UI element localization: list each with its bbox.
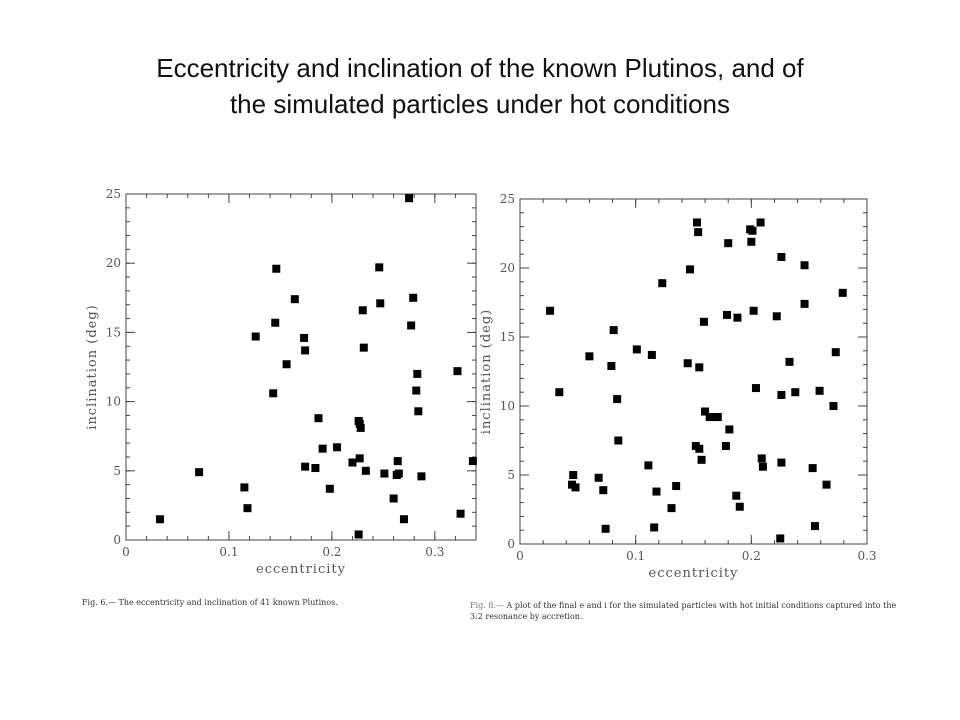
chart-1-data-point (585, 352, 593, 360)
chart-1-data-point (791, 388, 799, 396)
chart-0-data-point (380, 470, 388, 478)
chart-1-data-point (722, 442, 730, 450)
chart-0-x-tick-label: 0.2 (322, 545, 342, 559)
chart-1-data-point (776, 534, 784, 542)
chart-1-x-axis-label: eccentricity (648, 566, 739, 581)
chart-1-data-point (572, 483, 580, 491)
chart-1-data-point (694, 228, 702, 236)
chart-1-data-point (736, 503, 744, 511)
chart-0-data-point (291, 295, 299, 303)
chart-0-data-point (390, 494, 398, 502)
chart-1-data-point (777, 459, 785, 467)
chart-1-data-point (695, 363, 703, 371)
chart-1-data-point (732, 492, 740, 500)
chart-0-data-point (326, 485, 334, 493)
chart-1-data-point (546, 307, 554, 315)
chart-1-data-point (811, 522, 819, 530)
figure-caption-text-right: A plot of the final e and i for the simulated particles with hot initial conditions captured into the 3:2 resonance by accretion. (470, 601, 897, 621)
chart-1-data-point (658, 279, 666, 287)
chart-0-data-point (360, 344, 368, 352)
chart-0-data-point (407, 321, 415, 329)
chart-1-data-point (733, 314, 741, 322)
chart-0-data-point (272, 265, 280, 273)
chart-0-data-point (409, 294, 417, 302)
chart-1-data-point (809, 464, 817, 472)
chart-1-y-tick-label: 20 (499, 261, 515, 275)
chart-0-data-point (413, 370, 421, 378)
chart-1-data-point (599, 486, 607, 494)
chart-1-data-point (725, 425, 733, 433)
chart-1-data-point (758, 454, 766, 462)
chart-1-y-tick-label: 15 (499, 330, 515, 344)
chart-1-data-point (839, 289, 847, 297)
chart-0-data-point (269, 389, 277, 397)
chart-1-x-tick-label: 0 (516, 549, 524, 563)
chart-1-data-point (757, 218, 765, 226)
chart-1-data-point (786, 358, 794, 366)
chart-0-data-point (375, 263, 383, 271)
chart-1-data-point (777, 253, 785, 261)
chart-1-data-point (773, 312, 781, 320)
chart-1-data-point (723, 311, 731, 319)
chart-1-data-point (555, 388, 563, 396)
chart-1-y-tick-label: 5 (507, 468, 515, 482)
chart-1-y-axis-label: inclination (deg) (479, 308, 494, 435)
chart-1-data-point (650, 523, 658, 531)
chart-0-y-tick-label: 25 (105, 187, 121, 201)
chart-0-data-point (311, 464, 319, 472)
scatter-plot-known-plutinos (78, 182, 480, 582)
chart-0-y-tick-label: 10 (105, 394, 121, 409)
chart-1-data-point (801, 261, 809, 269)
chart-1-y-tick-label: 10 (499, 399, 515, 413)
figure-label-left: Fig. 6.— (82, 598, 116, 607)
chart-0-x-tick-label: 0.3 (425, 545, 445, 559)
chart-0-data-point (412, 387, 420, 395)
chart-0-y-tick-label: 5 (113, 463, 121, 478)
chart-0-data-point (243, 504, 251, 512)
chart-0-data-point (417, 472, 425, 480)
chart-1-data-point (644, 461, 652, 469)
chart-1-x-tick-label: 0.2 (741, 549, 761, 563)
chart-0-data-point (359, 306, 367, 314)
chart-1-data-point (829, 402, 837, 410)
figure-caption-text-left: The eccentricity and inclination of 41 known Plutinos. (118, 598, 338, 607)
chart-0-data-point (301, 463, 309, 471)
chart-0-data-point (355, 530, 363, 538)
chart-0-data-point (469, 457, 477, 465)
chart-0-data-point (348, 458, 356, 466)
chart-0-data-point (394, 457, 402, 465)
chart-1-data-point (698, 456, 706, 464)
chart-0-data-point (252, 333, 260, 341)
chart-1-data-point (613, 395, 621, 403)
chart-0-y-tick-label: 20 (105, 256, 121, 271)
chart-1-y-tick-label: 25 (499, 192, 515, 206)
chart-1-data-point (614, 437, 622, 445)
chart-0-x-tick-label: 0 (122, 545, 130, 559)
chart-0-data-point (414, 407, 422, 415)
chart-1-data-point (595, 474, 603, 482)
chart-1-data-point (816, 387, 824, 395)
chart-0-x-axis-label: eccentricity (256, 562, 346, 577)
chart-0-data-point (240, 483, 248, 491)
chart-0-data-point (156, 515, 164, 523)
chart-0-data-point (453, 367, 461, 375)
chart-0-data-point (271, 319, 279, 327)
slide-title (0, 50, 960, 122)
figure-caption-right (470, 600, 900, 622)
chart-1-data-point (777, 391, 785, 399)
chart-0-y-tick-label: 0 (113, 533, 121, 547)
chart-0-data-point (195, 468, 203, 476)
chart-1-data-point (684, 359, 692, 367)
chart-1-data-point (759, 463, 767, 471)
chart-0-data-point (333, 443, 341, 451)
chart-0-data-point (400, 515, 408, 523)
chart-1-plot-frame (520, 199, 867, 544)
chart-1-data-point (748, 227, 756, 235)
chart-1-data-point (569, 471, 577, 479)
chart-1-x-tick-label: 0.3 (857, 549, 877, 563)
chart-0-data-point (357, 424, 365, 432)
chart-0-y-axis-label: inclination (deg) (85, 304, 100, 430)
chart-0-data-point (300, 334, 308, 342)
chart-0-data-point (301, 346, 309, 354)
chart-1-y-tick-label: 0 (507, 537, 515, 551)
chart-0-data-point (395, 470, 403, 478)
chart-0-data-point (283, 360, 291, 368)
chart-1-data-point (610, 326, 618, 334)
chart-0-y-tick-label: 15 (105, 325, 121, 340)
chart-0-data-point (405, 194, 413, 202)
chart-1-data-point (602, 525, 610, 533)
chart-0-data-point (362, 467, 370, 475)
chart-1-data-point (747, 238, 755, 246)
chart-1-x-tick-label: 0.1 (626, 549, 646, 563)
chart-1-data-point (607, 362, 615, 370)
chart-0-data-point (457, 510, 465, 518)
chart-1-data-point (648, 351, 656, 359)
chart-1-data-point (700, 318, 708, 326)
chart-1-data-point (801, 300, 809, 308)
chart-1-data-point (652, 488, 660, 496)
scatter-plot-simulated-particles (478, 185, 878, 590)
chart-0-data-point (356, 454, 364, 462)
figure-label-right: Fig. 8.— (470, 601, 504, 610)
chart-1-data-point (832, 348, 840, 356)
figure-caption-left (82, 597, 462, 608)
chart-0-data-point (319, 445, 327, 453)
chart-1-data-point (693, 218, 701, 226)
chart-1-data-point (633, 345, 641, 353)
slide-title-line-1: Eccentricity and inclination of the known Plutinos, and of (156, 53, 804, 83)
chart-1-data-point (724, 239, 732, 247)
chart-1-data-point (686, 265, 694, 273)
chart-1-data-point (668, 504, 676, 512)
chart-1-data-point (823, 481, 831, 489)
chart-0-plot-frame (126, 194, 476, 540)
slide-title-line-2: the simulated particles under hot conditions (229, 89, 731, 119)
chart-1-data-point (672, 482, 680, 490)
chart-1-data-point (750, 307, 758, 315)
chart-1-data-point (695, 445, 703, 453)
chart-1-data-point (752, 384, 760, 392)
chart-0-data-point (315, 414, 323, 422)
chart-1-data-point (714, 413, 722, 421)
chart-0-x-tick-label: 0.1 (219, 545, 239, 559)
chart-0-data-point (376, 299, 384, 307)
